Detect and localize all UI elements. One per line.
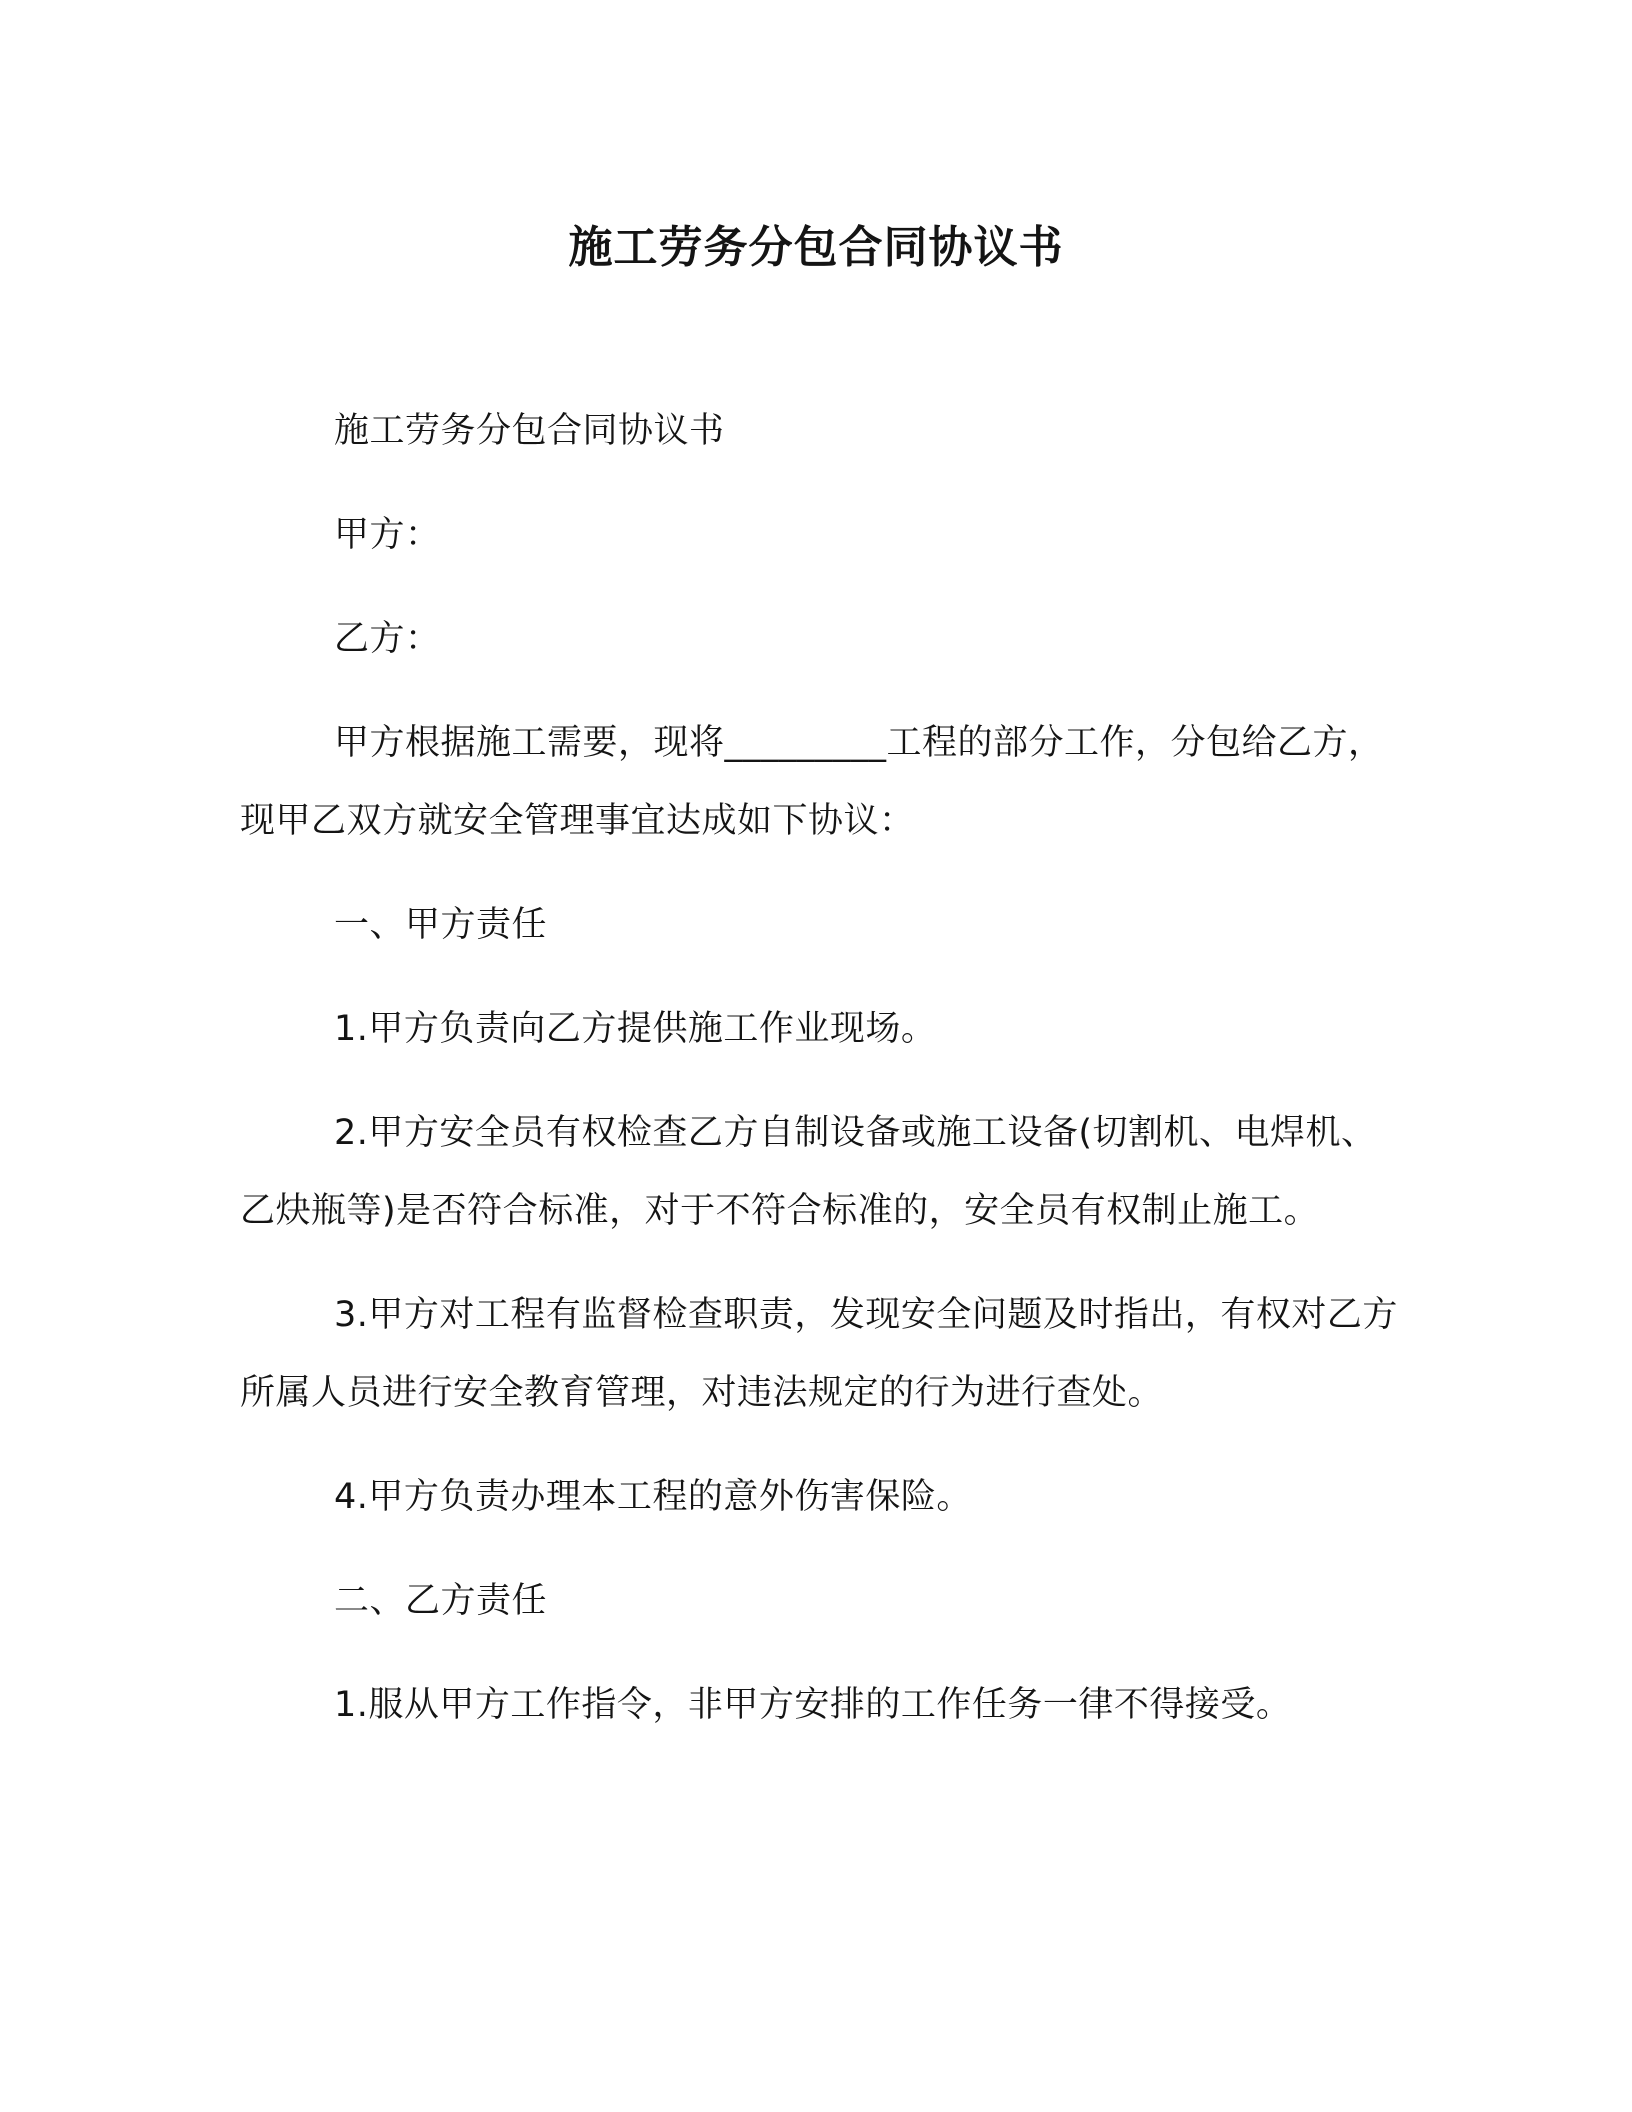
clause-a-1: 1.甲方负责向乙方提供施工作业现场。: [334, 1009, 937, 1049]
paragraph-party-b: 乙方：: [334, 619, 441, 659]
clause-b-1: 1.服从甲方工作指令，非甲方安排的工作任务一律不得接受。: [334, 1685, 1292, 1725]
document-title: 施工劳务分包合同协议书: [568, 222, 1064, 273]
paragraph-heading: 施工劳务分包合同协议书: [334, 411, 725, 451]
section-heading-party-a-duties: 一、甲方责任: [334, 905, 548, 945]
paragraph-party-a: 甲方：: [334, 515, 441, 555]
clause-a-2: 2.甲方安全员有权检查乙方自制设备或施工设备(切割机、电焊机、乙炔瓶等)是否符合标准，对于不符合标准的，安全员有权制止施工。: [240, 1113, 1377, 1231]
section-heading-party-b-duties: 二、乙方责任: [334, 1581, 548, 1621]
paragraph-preamble: 甲方根据施工需要，现将_________工程的部分工作，分包给乙方，现甲乙双方就安全管理事宜达成如下协议：: [240, 723, 1384, 841]
clause-a-3: 3.甲方对工程有监督检查职责，发现安全问题及时指出，有权对乙方所属人员进行安全教育管理，对违法规定的行为进行查处。: [240, 1295, 1398, 1413]
document-body: [240, 392, 1410, 1770]
clause-a-4: 4.甲方负责办理本工程的意外伤害保险。: [334, 1477, 972, 1517]
